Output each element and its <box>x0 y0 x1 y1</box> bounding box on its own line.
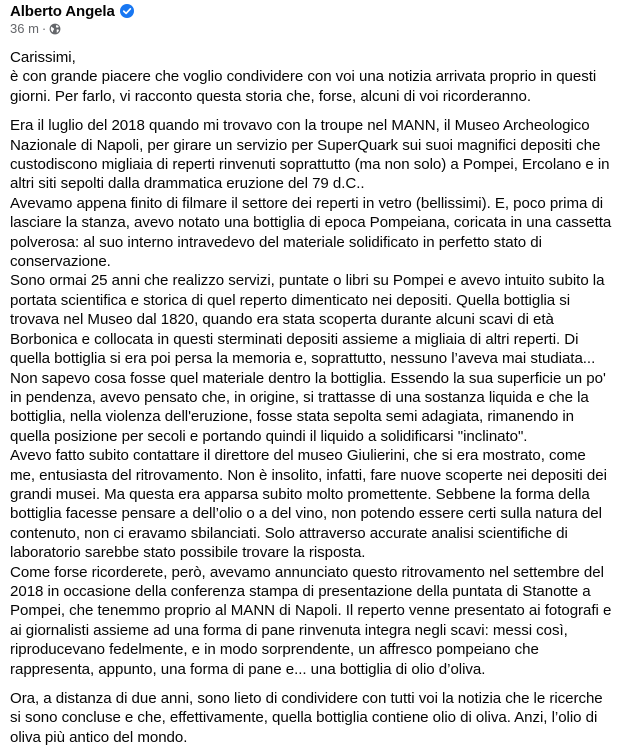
post-text-line: Non sapevo cosa fosse quel materiale dentro la bottiglia. Essendo la sua superficie un po' <box>10 369 606 387</box>
post-text <box>10 48 622 747</box>
post-text-line: giorni. Per farlo, vi racconto questa storia che, forse, alcuni di voi ricorderanno. <box>10 87 531 105</box>
post-text-line: Come forse ricorderete, però, avevamo annunciato questo ritrovamento nel settembre del <box>10 563 604 581</box>
post-text-line: Era il luglio del 2018 quando mi trovavo con la troupe nel MANN, il Museo Archeologico <box>10 117 590 135</box>
post-text-line: trovava nel Museo dal 1820, quando era stata scoperta durante alcuni scavi di età <box>10 311 554 329</box>
meta-separator: · <box>41 21 47 36</box>
post-text-line: laboratorio sarebbe stato possibile trovare la risposta. <box>10 544 366 562</box>
post-text-line: ai giornalisti assieme ad una forma di pane rinvenuta integra negli scavi: messi così, <box>10 621 568 639</box>
post-text-line: lasciare la stanza, avevo notato una bottiglia di epoca Pompeiana, coricata in una cassetta <box>10 214 612 232</box>
post-text-line: rappresenta, appunto, una forma di pane e... una bottiglia di olio d’oliva. <box>10 660 486 678</box>
post-text-line: Sono ormai 25 anni che realizzo servizi, puntate o libri su Pompei e avevo intuito subito la <box>10 272 605 290</box>
post-text-line: è con grande piacere che voglio condividere con voi una notizia arrivata proprio in questi <box>10 68 597 86</box>
post-text-line: Carissimi, <box>10 49 76 66</box>
post-text-line: custodiscono migliaia di reperti rinvenuti soprattutto (ma non solo) a Pompei, Ercolano e in <box>10 156 610 174</box>
post-header <box>10 0 622 40</box>
post-text-line: si sono concluse e che, effettivamente, quella bottiglia contiene olio di oliva. Anzi, l’olio di <box>10 709 598 727</box>
globe-icon[interactable] <box>49 23 61 35</box>
post-text-line: grandi musei. Ma questa era apparsa subito molto promettente. Sebbene la forma della <box>10 485 590 503</box>
post-text-line: conservazione. <box>10 253 111 271</box>
post-text-line: contenuto, non ci eravamo sbilanciati. Solo attraverso accurate analisi scientifiche di <box>10 524 568 542</box>
post-text-line: quella bottiglia si era poi persa la memoria e, soprattutto, nessuno l’aveva mai studiata... <box>10 350 596 368</box>
post-text-line: Borbonica e collocata in questi sterminati depositi assieme a migliaia di altri reperti. Di <box>10 330 579 348</box>
post-text-line: Pompei, che tenemmo proprio al MANN di Napoli. Il reperto venne presentato ai fotografi e <box>10 602 612 620</box>
post-text-line: oliva più antico del mondo. <box>10 728 188 746</box>
post-paragraph <box>10 689 622 747</box>
post-text-line: bottiglia, nella violenza dell'eruzione, fosse stata sepolta semi adagiata, rimanendo in <box>10 408 575 426</box>
post-paragraph <box>10 116 622 679</box>
post-text-line: 2018 in occasione della conferenza stampa di presentazione della puntata di Stanotte a <box>10 582 591 600</box>
post-text-line: bottiglia facesse pensare a dell’olio o a del vino, non potendo essere certi sulla natura del <box>10 505 602 523</box>
post-text-line: in pendenza, avevo pensato che, in origine, si trattasse di una sostanza liquida e che la <box>10 388 589 406</box>
post-text-line: me, entusiasta del ritrovamento. Non è insolito, infatti, fare nuove scoperte nei depositi dei <box>10 466 607 484</box>
post-text-line: Avevamo appena finito di filmare il settore dei reperti in vetro (bellissimi). E, poco prima di <box>10 194 604 212</box>
verified-badge-icon <box>120 4 134 18</box>
post-text-line: Ora, a distanza di due anni, sono lieto di condividere con tutti voi la notizia che le ricerche <box>10 690 603 707</box>
post-text-line: portata scientifica e storica di quel reperto dimenticato nei depositi. Quella bottiglia si <box>10 291 571 309</box>
post-text-line: quella posizione per secoli e portando quindi il liquido a solidificarsi "inclinato". <box>10 427 528 445</box>
post-paragraph <box>10 48 622 106</box>
post-text-line: riproducevano fedelmente, e in modo sorprendente, un affresco pompeiano che <box>10 641 539 659</box>
post-timestamp[interactable]: 36 m <box>10 21 39 36</box>
post-text-line: altri siti sepolti dalla drammatica eruzione del 79 d.C.. <box>10 175 365 193</box>
author-row <box>10 1 134 21</box>
post-text-line: Avevo fatto subito contattare il direttore del museo Giulierini, che si era mostrato, come <box>10 447 586 465</box>
post-text-line: Nazionale di Napoli, per girare un servizio per SuperQuark sui suoi magnifici depositi che <box>10 136 601 154</box>
post-meta <box>10 21 61 36</box>
author-name[interactable]: Alberto Angela <box>10 2 115 20</box>
post-text-line: polverosa: al suo interno intravedevo del materiale solidificato in perfetto stato di <box>10 233 542 251</box>
